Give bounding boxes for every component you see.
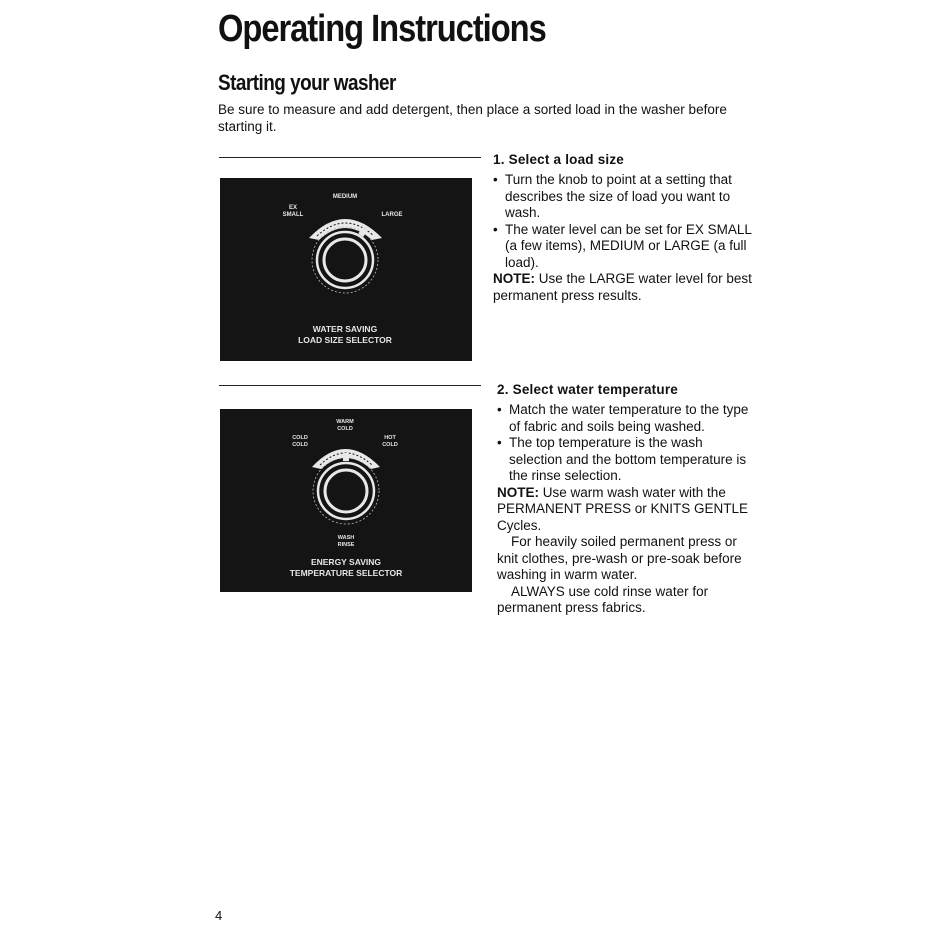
panel-caption-line1: ENERGY SAVING [310, 557, 382, 567]
step1-bullets [493, 172, 753, 271]
step2-paragraph-prewash: For heavily soiled permanent press or knit clothes, pre-wash or pre-soak before washing in warm water. [497, 534, 742, 582]
divider-rule [219, 157, 481, 158]
dial-label-cold-left1: COLD [292, 435, 308, 441]
dial-label-hot: HOT [384, 435, 396, 441]
dial-label-small: SMALL [282, 212, 304, 218]
bullet-icon: • [493, 172, 498, 187]
divider-rule [219, 385, 481, 386]
temperature-selector-panel [220, 409, 472, 592]
step2-bullets [497, 402, 759, 485]
list-item: • Turn the knob to point at a setting that describes the size of load you want to wash. [493, 172, 732, 220]
load-size-dial-illustration [220, 178, 472, 361]
knob-pointer-icon [343, 453, 349, 461]
step2-title: 2. Select water temperature [497, 382, 678, 397]
bullet-icon: • [497, 435, 502, 450]
dial-label-warm: WARM [336, 419, 354, 425]
dial-range-wedge [309, 219, 382, 240]
panel-caption-line2: LOAD SIZE SELECTOR [298, 335, 392, 345]
panel-caption-line2: TEMPERATURE SELECTOR [289, 568, 403, 578]
panel-caption-line1: WATER SAVING [312, 324, 378, 334]
step1-note: NOTE: Use the LARGE water level for best permanent press results. [493, 271, 752, 303]
intro-paragraph: Be sure to measure and add detergent, then place a sorted load in the washer before starting it. [218, 102, 727, 134]
temperature-dial-illustration [220, 409, 472, 592]
section-heading: Starting your washer [218, 70, 396, 95]
note-label: NOTE: [493, 271, 535, 286]
dial-label-cold-left2: COLD [292, 442, 308, 448]
dial-label-rinse: RINSE [337, 542, 355, 548]
dial-label-ex: EX [288, 205, 298, 211]
step1-title: 1. Select a load size [493, 152, 625, 167]
note-label: NOTE: [497, 484, 539, 500]
page-number: 4 [215, 908, 223, 923]
list-item: • Match the water temperature to the type of fabric and soils being washed. [497, 402, 749, 434]
bullet-icon: • [493, 221, 498, 237]
bullet-icon: • [497, 402, 502, 417]
dial-label-large: LARGE [381, 212, 403, 218]
dial-label-wash: WASH [337, 535, 355, 541]
load-size-selector-panel [220, 178, 472, 361]
list-item: • The water level can be set for EX SMALL (a few items), MEDIUM or LARGE (a full load). [493, 221, 752, 270]
step2-paragraph-rinse: ALWAYS use cold rinse water for permanent press fabrics. [497, 583, 709, 615]
dial-label-cold-top: COLD [337, 426, 353, 432]
step2-block [497, 382, 759, 617]
step1-block [493, 152, 753, 304]
dial-label-cold-right: COLD [382, 442, 398, 448]
dial-label-medium: MEDIUM [332, 194, 358, 200]
list-item: • The top temperature is the wash selection and the bottom temperature is the rinse selection. [497, 435, 747, 483]
step2-note: NOTE: Use warm wash water with the PERMANENT PRESS or KNITS GENTLE Cycles. [497, 484, 749, 533]
page-title: Operating Instructions [218, 8, 546, 50]
